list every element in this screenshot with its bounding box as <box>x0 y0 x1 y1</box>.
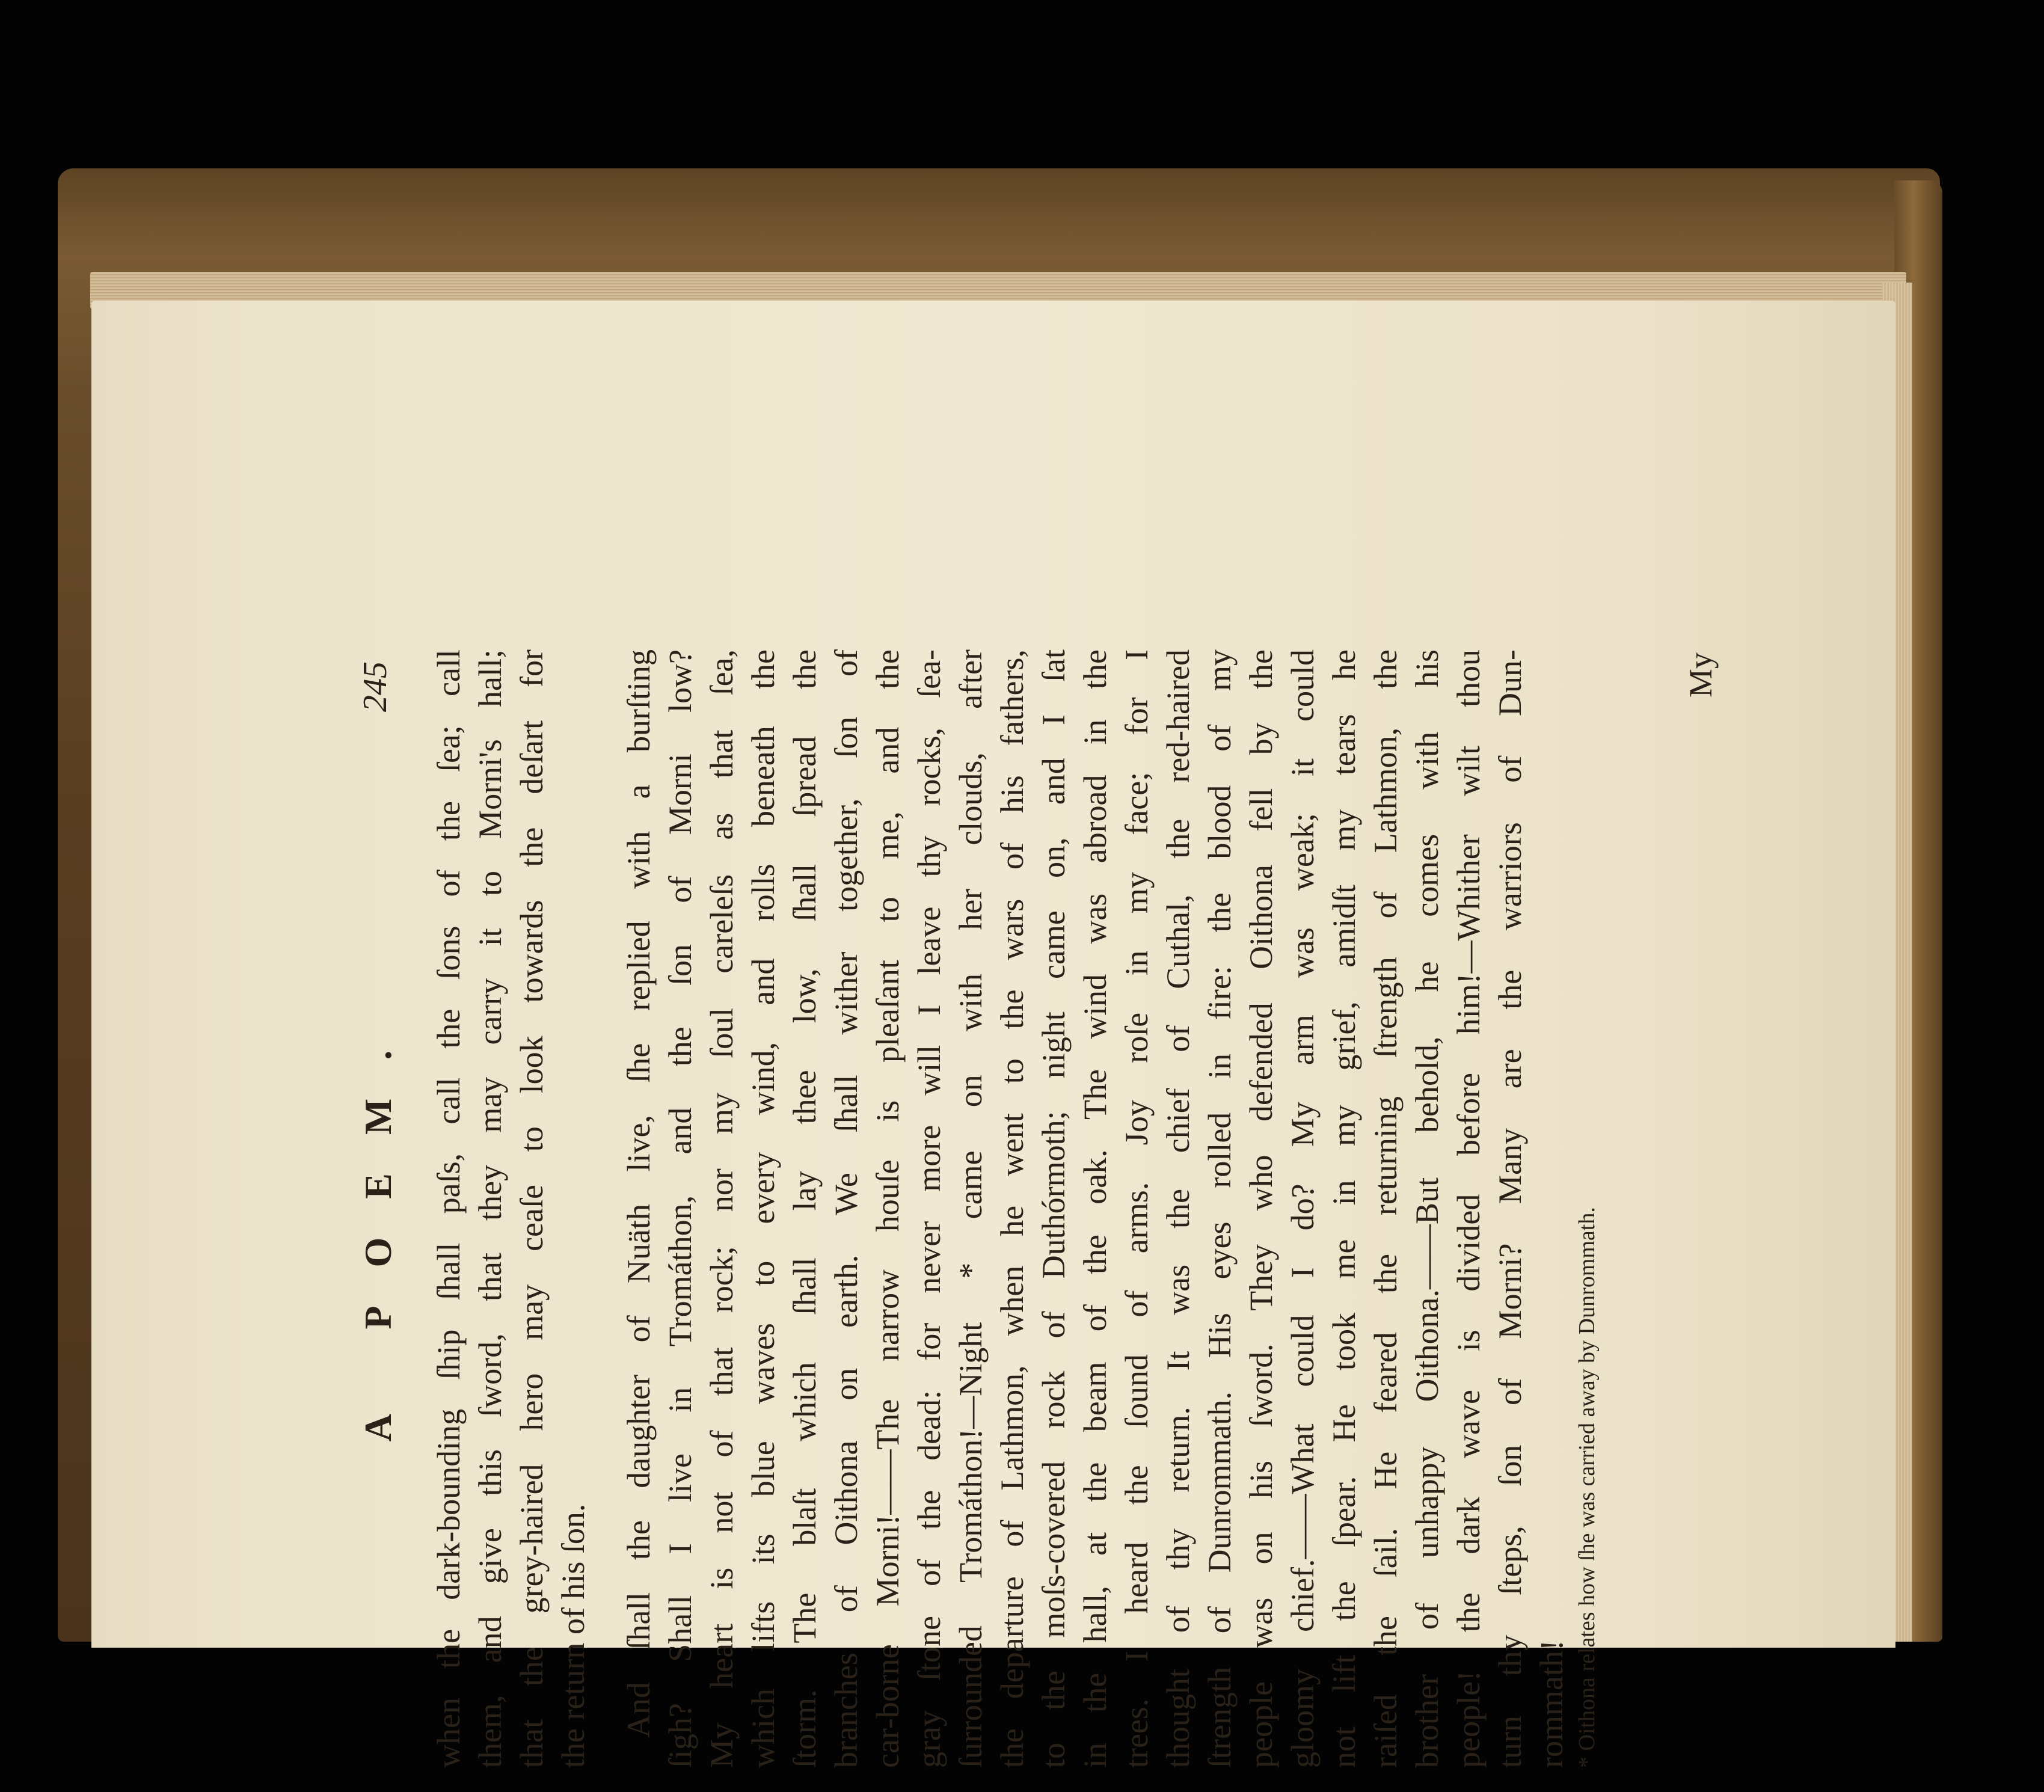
text-line: ſtorm. The blaſt which ſhall lay thee low, ſhall ſpread the <box>787 649 823 1768</box>
text-line: gray ſtone of the dead: for never more will I leave thy rocks, ſea- <box>911 649 947 1768</box>
running-head <box>356 661 404 1792</box>
running-title: A POEM. <box>357 1011 399 1442</box>
text-line: My heart is not of that rock; nor my ſoul careleſs as that ſea, <box>704 649 740 1768</box>
text-line: the return of his ſon. <box>555 1503 591 1768</box>
page-number: 245 <box>357 661 394 712</box>
text-line: branches of Oithona on earth. We ſhall wither together, ſon of <box>828 649 864 1768</box>
text-line: ſurrounded Tromáthon!—Night * came on with her clouds, after <box>953 649 989 1768</box>
text-line: car-borne Morni!——The narrow houſe is pleaſant to me, and the <box>870 649 906 1768</box>
text-line: when the dark-bounding ſhip ſhall paſs, call the ſons of the ſea; call <box>431 649 467 1768</box>
text-line: which lifts its blue waves to every wind, and rolls beneath the <box>745 649 781 1768</box>
catchword: My <box>1683 652 1719 698</box>
text-line: to the moſs-covered rock of Duthórmoth; night came on, and I ſat <box>1036 649 1072 1768</box>
text-line: And ſhall the daughter of Nuäth live, ſhe replied with a burſting <box>621 649 657 1738</box>
text-line: gloomy chief.——What could I do? My arm was weak; it could <box>1284 649 1321 1768</box>
text-line: ſtrength of Dunrommath. His eyes rolled in fire: the blood of my <box>1202 649 1238 1768</box>
text-line: that the grey-haired hero may ceaſe to look towards the deſart for <box>514 649 550 1768</box>
text-line: the departure of Lathmon, when he went to the wars of his fathers, <box>994 649 1030 1768</box>
text-line: thought of thy return. It was the chief of Cuthal, the red-haired <box>1160 649 1196 1768</box>
text-line: in the hall, at the beam of the oak. The wind was abroad in the <box>1077 649 1113 1768</box>
body-text <box>428 649 1573 1768</box>
text-line: brother of unhappy Oithona.——But behold, he comes with his <box>1409 649 1445 1768</box>
text-line: trees. I heard the ſound of arms. Joy roſe in my face; for I <box>1119 649 1155 1768</box>
text-line: turn thy ſteps, ſon of Morni? Many are the warriors of Dun- <box>1492 649 1528 1768</box>
text-line: people was on his ſword. They who defended Oithona fell by the <box>1243 649 1279 1768</box>
text-line: them, and give this ſword, that they may carry it to Morni's hall; <box>472 649 508 1768</box>
text-line: raiſed the ſail. He feared the returning ſtrength of Lathmon, the <box>1367 649 1404 1768</box>
text-line: people! the dark wave is divided before him!—Whither wilt thou <box>1450 649 1487 1768</box>
printed-text-block <box>332 541 1871 1792</box>
footnote: * Oithona relates how ſhe was carried away by Dunrommath. <box>1574 1207 1600 1768</box>
text-line: rommath! <box>1533 1640 1570 1768</box>
book-page <box>91 301 1895 1768</box>
text-line: ſigh? Shall I live in Tromáthon, and the ſon of Morni low? <box>662 649 698 1768</box>
text-line: not lift the ſpear. He took me in my grief, amidſt my tears he <box>1326 649 1362 1768</box>
